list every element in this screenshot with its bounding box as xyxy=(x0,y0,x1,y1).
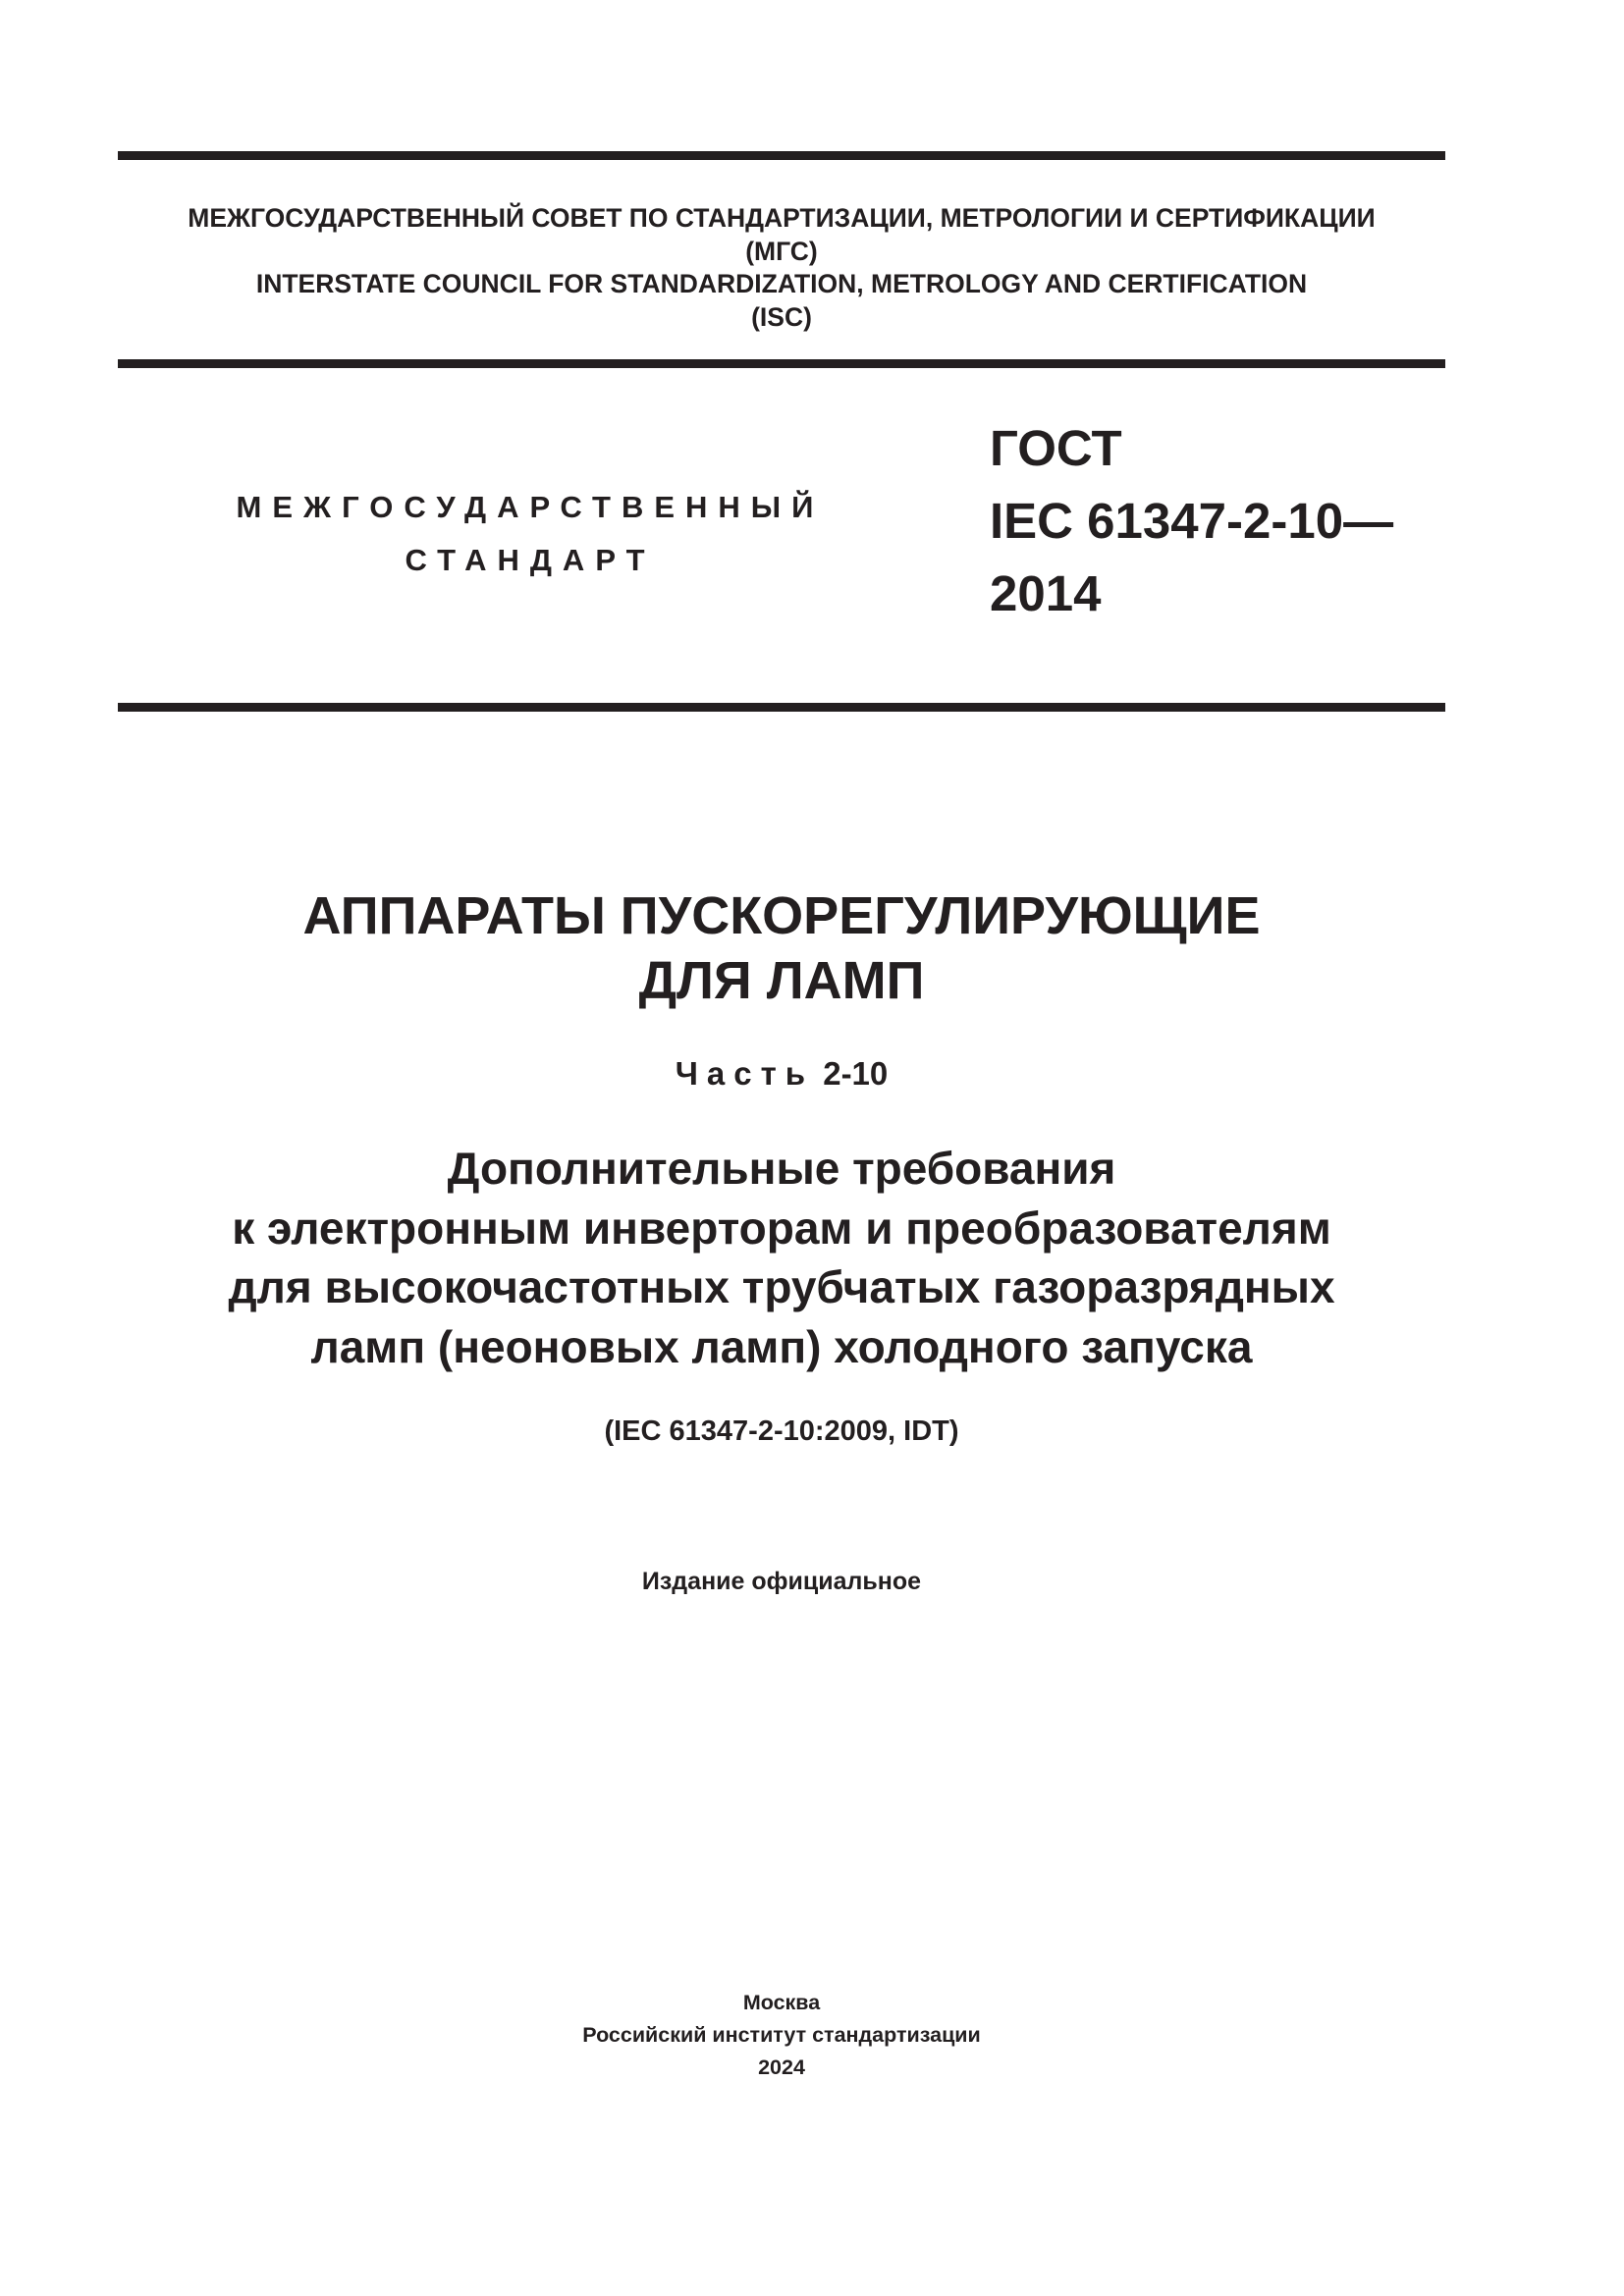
imprint-city: Москва xyxy=(742,1991,821,2014)
code-bottom-rule xyxy=(118,703,1445,712)
identity-note: (IEC 61347-2-10:2009, IDT) xyxy=(604,1415,959,1447)
imprint xyxy=(118,1987,1445,2084)
part-number: 2-10 xyxy=(823,1055,889,1092)
subtitle-line2: к электронным инверторам и преобразователям xyxy=(232,1201,1331,1254)
subtitle-line3: для высокочастотных трубчатых газоразрядных xyxy=(228,1261,1335,1312)
subtitle-line4: ламп (неоновых ламп) холодного запуска xyxy=(310,1320,1253,1372)
title-line1: АППАРАТЫ ПУСКОРЕГУЛИРУЮЩИЕ xyxy=(302,886,1261,945)
standard-kind-line2: СТАНДАРТ xyxy=(405,543,656,577)
top-rule xyxy=(118,151,1445,160)
standard-code-line1: ГОСТ xyxy=(990,420,1122,476)
document-subtitle xyxy=(118,1139,1445,1376)
standard-kind-line1: МЕЖГОСУДАРСТВЕННЫЙ xyxy=(236,490,825,524)
part-word: Часть xyxy=(675,1055,815,1092)
council-name-ru: МЕЖГОСУДАРСТВЕННЫЙ СОВЕТ ПО СТАНДАРТИЗАЦИИ, МЕТРОЛОГИИ И СЕРТИФИКАЦИИ xyxy=(188,203,1376,233)
council-name-en: INTERSTATE COUNCIL FOR STANDARDIZATION, METROLOGY AND CERTIFICATION xyxy=(255,269,1308,298)
imprint-publisher: Российский институт стандартизации xyxy=(582,2023,981,2047)
standard-kind xyxy=(226,481,835,587)
document-title xyxy=(118,883,1445,1013)
title-line2: ДЛЯ ЛАМП xyxy=(638,951,925,1010)
edition-label: Издание официальное xyxy=(641,1568,922,1595)
standard-code-line2: IEC 61347-2-10— xyxy=(990,493,1394,549)
council-abbr-ru: (МГС) xyxy=(745,236,818,266)
subtitle-line1: Дополнительные требования xyxy=(447,1143,1116,1194)
imprint-year: 2024 xyxy=(758,2056,805,2079)
council-abbr-en: (ISC) xyxy=(751,301,812,332)
standard-code xyxy=(990,412,1393,630)
part-label xyxy=(118,1052,1445,1095)
council-block xyxy=(118,202,1445,334)
header-bottom-rule xyxy=(118,359,1445,368)
standard-code-line3: 2014 xyxy=(990,565,1102,621)
